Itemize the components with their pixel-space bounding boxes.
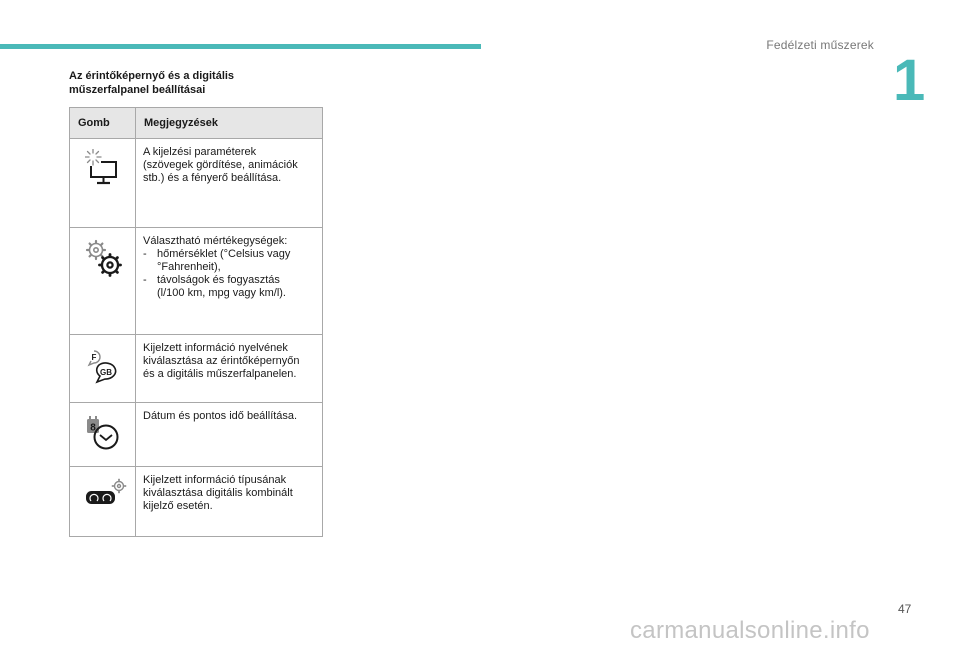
list-item <box>143 274 316 300</box>
calendar-day-number: 8 <box>90 422 96 434</box>
table-row <box>70 139 323 228</box>
page-number: 47 <box>898 602 912 616</box>
column-header-notes: Megjegyzések <box>136 108 323 139</box>
note-line: kiválasztása digitális kombinált <box>143 487 293 499</box>
note-line: A kijelzési paraméterek <box>143 146 257 158</box>
language-speech-bubble-icon <box>85 345 125 385</box>
note-intro: Választható mértékegységek: <box>143 235 288 247</box>
notes-cell <box>136 403 323 467</box>
dial-display-gear-icon <box>85 477 129 517</box>
notes-cell <box>136 467 323 537</box>
list-item <box>143 248 316 274</box>
table-header-row <box>70 108 323 139</box>
units-gear-icon <box>85 238 129 282</box>
note-line: kijelző esetén. <box>143 500 213 512</box>
list-item-line: - távolságok és fogyasztás <box>157 274 280 286</box>
table-row <box>70 403 323 467</box>
chapter-title: Fedélzeti műszerek <box>766 38 874 52</box>
notes-cell <box>136 335 323 403</box>
section-heading-line-1: Az érintőképernyő és a digitális <box>69 70 235 82</box>
note-line: (szövegek gördítése, animációk <box>143 159 298 171</box>
icon-letter-f: F <box>91 353 97 362</box>
note-line: Dátum és pontos idő beállítása. <box>143 410 298 422</box>
note-line: stb.) és a fényerő beállítása. <box>143 172 282 184</box>
date-time-clock-icon <box>85 413 127 455</box>
note-line: kiválasztása az érintőképernyőn <box>143 355 300 367</box>
settings-table <box>69 107 323 537</box>
note-line: Kijelzett információ nyelvének <box>143 342 288 354</box>
chapter-number: 1 <box>893 48 926 113</box>
list-item-line: (l/100 km, mpg vagy km/l). <box>157 287 286 299</box>
display-brightness-icon <box>85 149 125 189</box>
watermark: carmanualsonline.info <box>630 617 870 644</box>
chapter-color-bar <box>0 44 481 49</box>
icon-cell <box>70 228 136 335</box>
icon-letters-gb: GB <box>100 368 112 377</box>
section-heading-line-2: műszerfalpanel beállításai <box>69 84 206 96</box>
table-row <box>70 335 323 403</box>
table-row <box>70 467 323 537</box>
table-row <box>70 228 323 335</box>
notes-cell <box>136 139 323 228</box>
list-item-line: - hőmérséklet (°Celsius vagy <box>157 248 291 260</box>
note-line: Kijelzett információ típusának <box>143 474 287 486</box>
icon-cell <box>70 403 136 467</box>
section-heading <box>69 69 329 97</box>
icon-cell <box>70 139 136 228</box>
icon-cell <box>70 335 136 403</box>
icon-cell <box>70 467 136 537</box>
note-line: és a digitális műszerfalpanelen. <box>143 368 297 380</box>
notes-cell <box>136 228 323 335</box>
units-list <box>143 248 316 300</box>
column-header-button: Gomb <box>70 108 136 139</box>
list-item-line: °Fahrenheit), <box>157 261 221 273</box>
